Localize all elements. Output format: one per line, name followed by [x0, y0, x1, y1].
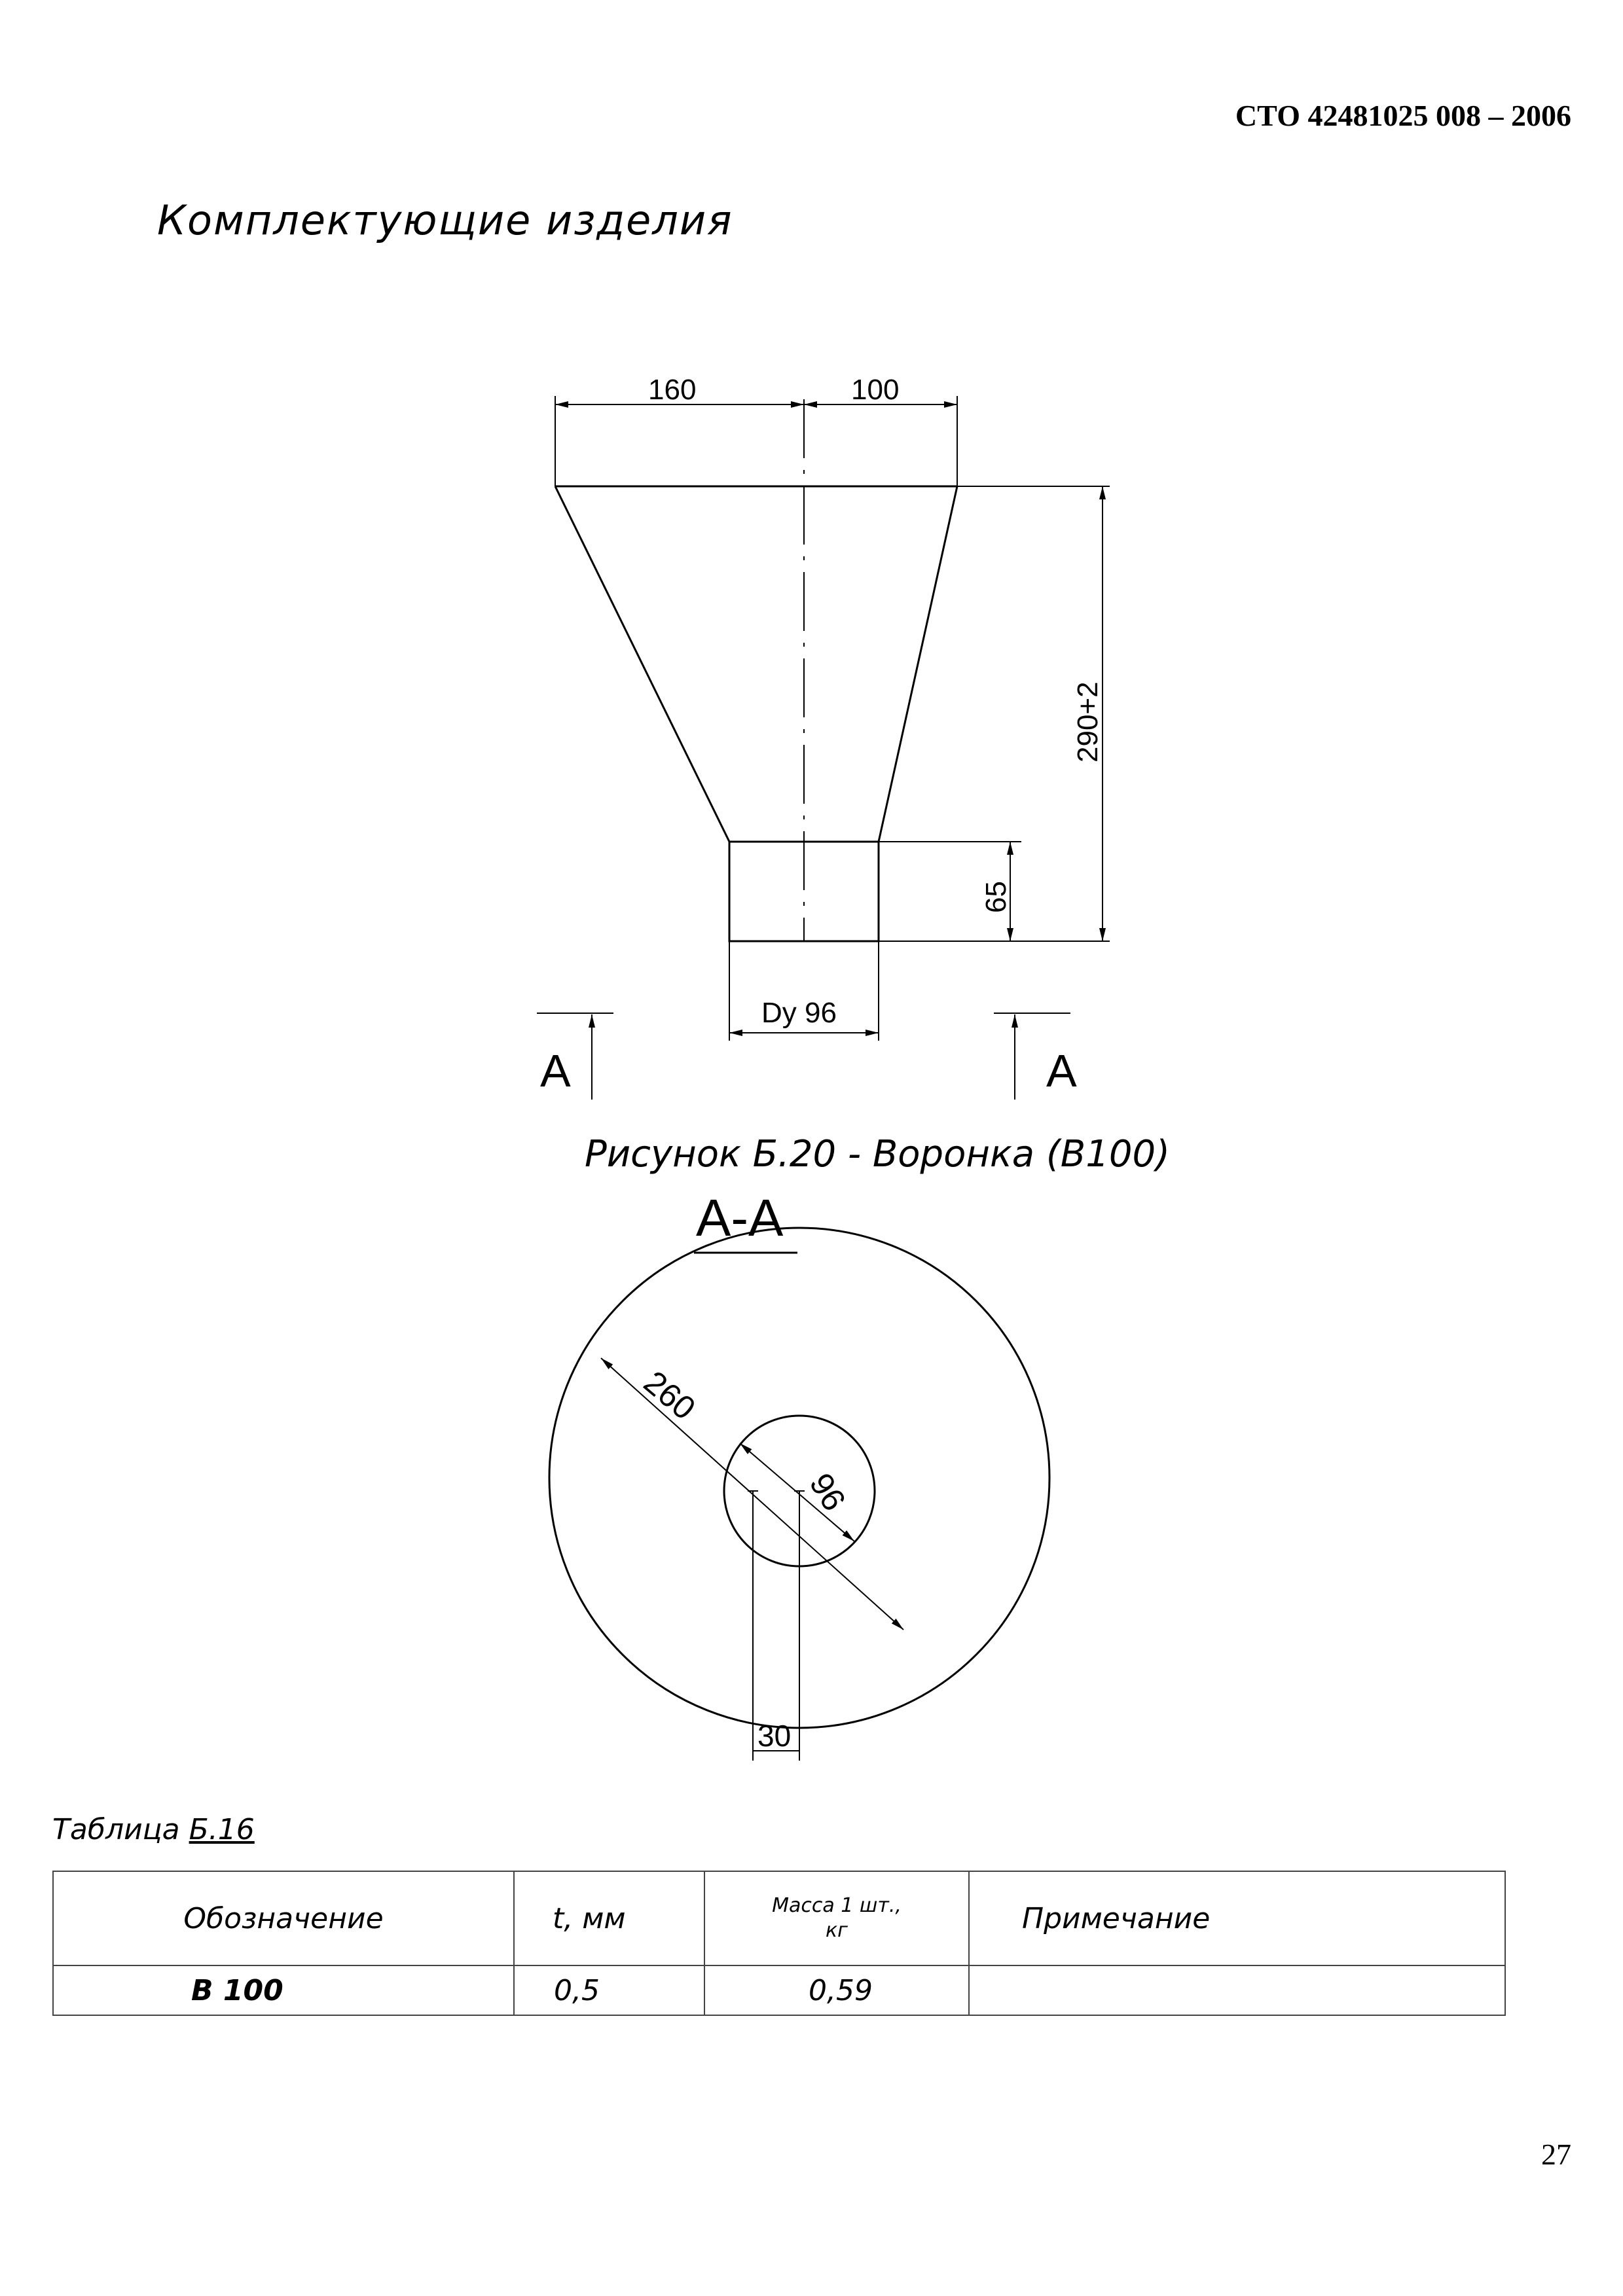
section-mark-right: А — [1046, 1045, 1077, 1096]
table-caption-prefix: Таблица — [52, 1813, 180, 1846]
header-note: Примечание — [969, 1871, 1505, 1965]
section-mark-left: А — [540, 1045, 571, 1096]
cell-note — [969, 1965, 1505, 2015]
cell-thickness: 0,5 — [514, 1965, 704, 2015]
section-view-title: А-А — [696, 1189, 784, 1247]
dim-dy: Dy 96 — [761, 997, 837, 1029]
table-row — [53, 1965, 1505, 2015]
table-caption-number: Б.16 — [189, 1813, 255, 1846]
top-dimensions — [555, 396, 957, 486]
dim-outer-diameter: 260 — [636, 1363, 702, 1427]
dim-offset: 30 — [757, 1719, 792, 1753]
header-designation: Обозначение — [53, 1871, 514, 1965]
funnel-outline — [555, 486, 957, 941]
header-mass-line2: кг — [826, 1919, 848, 1942]
header-thickness: t, мм — [514, 1871, 704, 1965]
spec-table — [52, 1871, 1506, 2016]
cell-designation: В 100 — [53, 1965, 514, 2015]
figure-caption: Рисунок Б.20 - Воронка (В100) — [585, 1133, 1170, 1175]
cell-mass: 0,59 — [704, 1965, 969, 2015]
page-number: 27 — [1541, 2138, 1571, 2171]
dim-neck: 65 — [980, 881, 1012, 913]
section-title: Комплектующие изделия — [157, 196, 733, 244]
header-mass — [704, 1871, 969, 1965]
dim-top-left: 160 — [648, 374, 697, 406]
document-code: СТО 42481025 008 – 2006 — [1235, 99, 1571, 132]
dim-inner-diameter: 96 — [802, 1467, 853, 1518]
dim-height: 290+2 — [1072, 681, 1104, 762]
header-mass-line1: Масса 1 шт., — [772, 1894, 902, 1917]
table-header-row — [53, 1871, 1505, 1965]
table-caption — [52, 1813, 255, 1846]
dim-top-right: 100 — [851, 374, 900, 406]
